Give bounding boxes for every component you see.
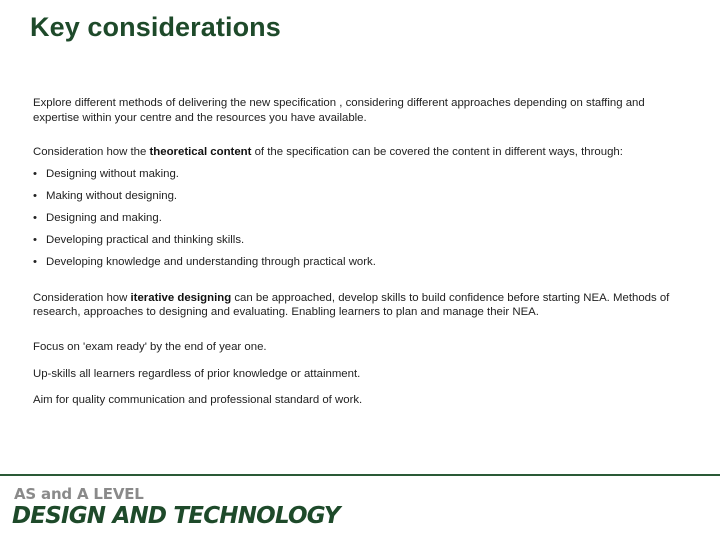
list-item-text: Developing knowledge and understanding through practical work.	[46, 255, 376, 268]
footer-divider	[0, 474, 720, 476]
theory-paragraph	[33, 145, 673, 160]
bullet-icon: •	[33, 233, 37, 246]
slide-body	[33, 96, 673, 408]
list-item-text: Developing practical and thinking skills.	[46, 233, 245, 246]
iterative-text-before: Consideration how	[33, 291, 131, 304]
list-item	[33, 189, 673, 211]
quality-paragraph: Aim for quality communication and professional standard of work.	[33, 394, 363, 407]
bullet-icon: •	[33, 189, 37, 202]
bullet-list	[33, 167, 673, 277]
page-title: Key considerations	[30, 12, 281, 42]
list-item	[33, 233, 673, 255]
theory-bold: theoretical content	[149, 146, 252, 159]
upskills-paragraph: Up-skills all learners regardless of prior knowledge or attainment.	[33, 367, 361, 380]
list-item-text: Making without designing.	[46, 189, 178, 202]
bullet-icon: •	[33, 255, 37, 268]
iterative-text-after: can be approached, develop skills to build confidence before starting NEA. Methods of research, approaches to designing and evaluating. Enabling learners to plan and manage their NEA.	[33, 291, 670, 319]
footer-logo-text: DESIGN AND TECHNOLOGY	[12, 503, 340, 529]
iterative-paragraph	[33, 291, 673, 320]
footer-subtitle: AS and A LEVEL	[14, 485, 144, 503]
bullet-icon: •	[33, 211, 37, 224]
bullet-icon: •	[33, 167, 37, 180]
list-item-text: Designing without making.	[46, 167, 179, 180]
list-item	[33, 167, 673, 189]
iterative-bold: iterative designing	[130, 291, 232, 304]
theory-text-after: of the specification can be covered the content in different ways, through:	[251, 146, 623, 159]
theory-text-before: Consideration how the	[33, 146, 150, 159]
list-item	[33, 255, 673, 277]
intro-paragraph: Explore different methods of delivering the new specification , considering different approaches depending on staffing and expertise within your centre and the resources you have available.	[33, 97, 645, 124]
list-item	[33, 211, 673, 233]
exam-ready-paragraph: Focus on 'exam ready' by the end of year one.	[33, 340, 267, 353]
list-item-text: Designing and making.	[46, 211, 162, 224]
